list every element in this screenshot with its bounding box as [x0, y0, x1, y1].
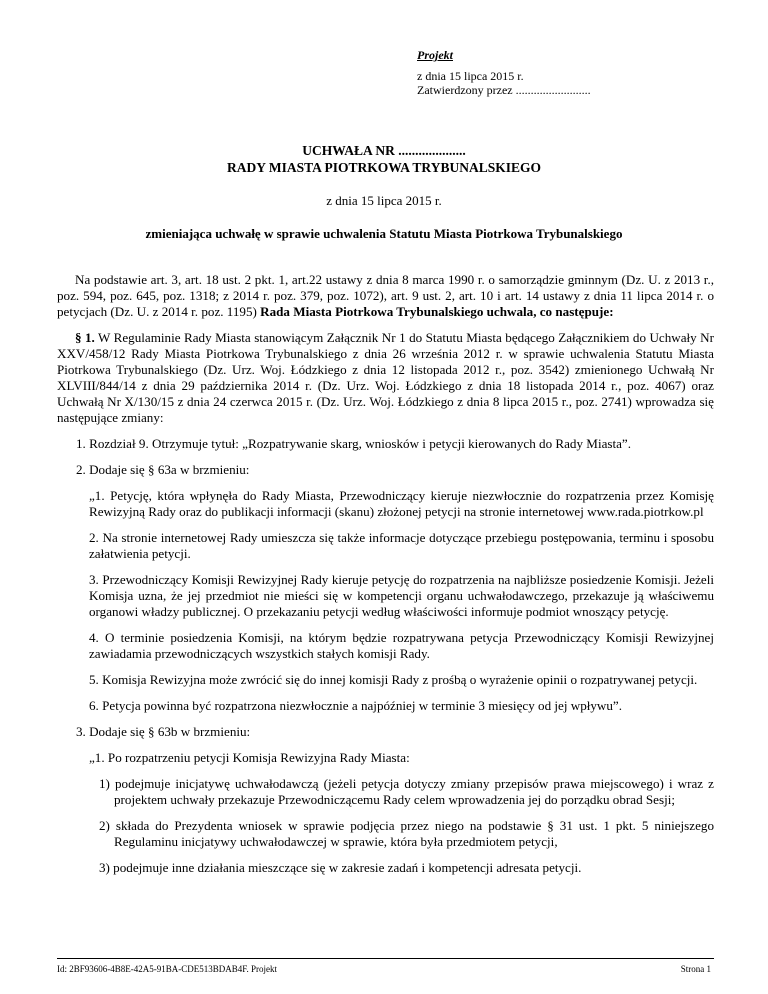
paragraph-1-text: W Regulaminie Rady Miasta stanowiącym Załącznik Nr 1 do Statutu Miasta będącego Załącznikiem do Uchwały Nr XXV/458/12 Rady Miasta Piotrkowa Trybunalskiego z dnia 26 września 2012 r. w sprawie uchwalenia Statutu Miasta Piotrkowa Trybunalskiego (Dz. Urz. Woj. Łódzkiego z dnia 12 listopada 2012 r., poz. 3542) zmienionego Uchwałą Nr XLVIII/844/14 z dnia 29 października 2014 r. (Dz. Urz. Woj. Łódzkiego z dnia 18 listopada 2014 r., poz. 4067) oraz Uchwałą Nr X/130/15 z dnia 24 czerwca 2015 r. (Dz. Urz. Woj. Łódzkiego z dnia 8 lipca 2015 r., poz. 2741) wprowadza się następujące zmiany:: [57, 330, 714, 425]
paragraph-1-label: § 1.: [75, 330, 95, 345]
projekt-header: [417, 48, 717, 97]
paragraph-1: [57, 330, 714, 426]
section-63a-2: 2. Na stronie internetowej Rady umieszcza się także informacje dotyczące przebiegu postępowania, terminu i sposobu załatwienia petycji.: [89, 530, 714, 561]
council-name: RADY MIASTA PIOTRKOWA TRYBUNALSKIEGO: [227, 160, 541, 175]
section-63a-3: 3. Przewodniczący Komisji Rewizyjnej Rady kieruje petycję do rozpatrzenia na najbliższe posiedzenie Komisji. Jeżeli Komisja uzna, że jej przedmiot nie mieści się w kompetencji organu uchwałodawczego, przekazuje ją właściwemu organowi władzy publicznej. O przekazaniu petycji według właściwości informuje podmiot wnoszący petycję.: [89, 572, 714, 619]
section-63b-1-point-2: 2) składa do Prezydenta wniosek w sprawie podjęcia przez niego na podstawie § 31 ust. 1 pkt. 5 niniejszego Regulaminu inicjatywy uchwałodawczej w sprawie, która była przedmiotem petycji,: [99, 818, 714, 849]
preamble-bold: Rada Miasta Piotrkowa Trybunalskiego uchwala, co następuje:: [260, 304, 614, 319]
section-63b-1: „1. Po rozpatrzeniu petycji Komisja Rewizyjna Rady Miasta:: [89, 750, 410, 765]
resolution-date: z dnia 15 lipca 2015 r.: [326, 193, 442, 208]
footer-document-id: Id: 2BF93606-4B8E-42A5-91BA-CDE513BDAB4F. Projekt: [57, 964, 278, 974]
item-3: 3. Dodaje się § 63b w brzmieniu:: [76, 724, 251, 739]
item-1: 1. Rozdział 9. Otrzymuje tytuł: „Rozpatrywanie skarg, wniosków i petycji kierowanych do Rady Miasta”.: [76, 436, 632, 451]
preamble: [57, 272, 714, 320]
resolution-subject: zmieniająca uchwałę w sprawie uchwalenia Statutu Miasta Piotrkowa Trybunalskiego: [145, 226, 623, 241]
section-63a-4: 4. O terminie posiedzenia Komisji, na którym będzie rozpatrywana petycja Przewodniczący Komisji Rewizyjnej zawiadamia przewodniczących wszystkich stałych komisji Rady.: [89, 630, 714, 661]
projekt-label: Projekt: [417, 48, 453, 62]
preamble-text: Na podstawie art. 3, art. 18 ust. 2 pkt. 1, art.22 ustawy z dnia 8 marca 1990 r. o samorządzie gminnym (Dz. U. z 2013 r., poz. 594, poz. 645, poz. 1318; z 2014 r. poz. 379, poz. 1072), art. 9 ust. 2, art. 10 i art. 14 ustawy z dnia 11 lipca 2014 r. o petycjach (Dz. U. z 2014 r. poz. 1195): [57, 272, 714, 319]
section-63a-5: 5. Komisja Rewizyjna może zwrócić się do innej komisji Rady z prośbą o wyrażenie opinii o rozpatrywanej petycji.: [89, 672, 698, 687]
footer-divider: [57, 958, 714, 959]
projekt-approved: Zatwierdzony przez .........................: [417, 83, 591, 97]
projekt-date: z dnia 15 lipca 2015 r.: [417, 69, 524, 83]
document-body: [57, 272, 714, 886]
section-63a-1: „1. Petycję, która wpłynęła do Rady Miasta, Przewodniczący kieruje niezwłocznie do rozpatrzenia przez Komisję Rewizyjną Rady oraz do publikacji informacji (skanu) złożonej petycji na stronie internetowej www.rada.piotrkow.pl: [89, 488, 714, 519]
section-63b-1-point-3: 3) podejmuje inne działania mieszczące się w zakresie zadań i kompetencji adresata petycji.: [99, 860, 582, 875]
footer-page-number: Strona 1: [680, 964, 711, 974]
section-63b-1-point-1: 1) podejmuje inicjatywę uchwałodawczą (jeżeli petycja dotyczy zmiany przepisów prawa miejscowego) i wraz z projektem uchwały przekazuje Przewodniczącemu Rady celem wprowadzenia jej do porządku obrad Sesji;: [99, 776, 714, 807]
section-63a-6: 6. Petycja powinna być rozpatrzona niezwłocznie a najpóźniej w terminie 3 miesięcy od jej wpływu”.: [89, 698, 623, 713]
item-2: 2. Dodaje się § 63a w brzmieniu:: [76, 462, 250, 477]
resolution-number: UCHWAŁA NR ....................: [302, 143, 466, 158]
